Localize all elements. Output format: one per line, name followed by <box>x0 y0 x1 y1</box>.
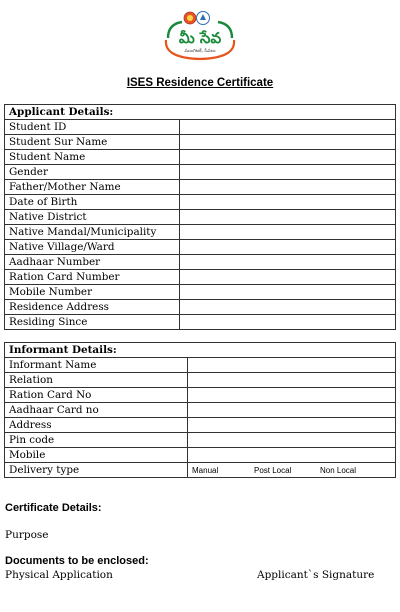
purpose-label: Purpose <box>5 529 49 541</box>
mee-seva-logo-graphic <box>160 10 240 62</box>
field-value[interactable] <box>180 225 396 240</box>
field-value[interactable] <box>180 165 396 180</box>
form-row <box>5 165 396 180</box>
field-label: Aadhaar Number <box>5 255 180 270</box>
field-label: Student Sur Name <box>5 135 180 150</box>
certificate-details-heading: Certificate Details: <box>5 502 102 514</box>
logo-text: మీ సేవ <box>178 29 222 47</box>
field-value[interactable] <box>180 285 396 300</box>
delivery-option-post-local[interactable]: Post Local <box>254 465 292 475</box>
documents-heading: Documents to be enclosed: <box>5 555 149 567</box>
field-value[interactable] <box>180 240 396 255</box>
form-row <box>5 210 396 225</box>
field-value[interactable] <box>188 433 396 448</box>
form-row <box>5 285 396 300</box>
field-value[interactable] <box>180 255 396 270</box>
form-row <box>5 358 396 373</box>
form-row <box>5 403 396 418</box>
field-value[interactable] <box>180 300 396 315</box>
field-label: Ration Card Number <box>5 270 180 285</box>
form-row <box>5 300 396 315</box>
field-value[interactable] <box>188 448 396 463</box>
form-row <box>5 373 396 388</box>
field-label: Pin code <box>5 433 188 448</box>
field-label: Residing Since <box>5 315 180 330</box>
delivery-type-label: Delivery type <box>5 463 188 478</box>
documents-item: Physical Application <box>5 569 113 581</box>
field-label: Mobile Number <box>5 285 180 300</box>
field-label: Student Name <box>5 150 180 165</box>
field-value[interactable] <box>188 388 396 403</box>
field-value[interactable] <box>180 180 396 195</box>
field-label: Student ID <box>5 120 180 135</box>
applicant-signature-label: Applicant`s Signature <box>257 569 375 581</box>
form-row <box>5 180 396 195</box>
field-label: Father/Mother Name <box>5 180 180 195</box>
form-row <box>5 270 396 285</box>
page-title: ISES Residence Certificate <box>126 77 274 89</box>
field-label: Informant Name <box>5 358 188 373</box>
field-value[interactable] <box>188 418 396 433</box>
form-row <box>5 255 396 270</box>
field-label: Date of Birth <box>5 195 180 210</box>
form-row <box>5 195 396 210</box>
field-value[interactable] <box>180 135 396 150</box>
form-row <box>5 240 396 255</box>
field-value[interactable] <box>180 150 396 165</box>
informant-heading: Informant Details: <box>5 343 396 358</box>
field-value[interactable] <box>188 358 396 373</box>
field-value[interactable] <box>180 315 396 330</box>
field-label: Gender <box>5 165 180 180</box>
applicant-details-table <box>4 104 396 330</box>
field-label: Aadhaar Card no <box>5 403 188 418</box>
delivery-option-manual[interactable]: Manual <box>192 465 219 475</box>
form-row <box>5 448 396 463</box>
delivery-type-row <box>5 463 396 478</box>
form-row <box>5 225 396 240</box>
field-label: Residence Address <box>5 300 180 315</box>
form-row <box>5 418 396 433</box>
field-label: Ration Card No <box>5 388 188 403</box>
delivery-options <box>188 463 396 478</box>
field-value[interactable] <box>180 270 396 285</box>
field-value[interactable] <box>180 210 396 225</box>
applicant-heading: Applicant Details: <box>5 105 396 120</box>
mee-seva-logo <box>160 10 240 62</box>
field-label: Native District <box>5 210 180 225</box>
field-label: Native Mandal/Municipality <box>5 225 180 240</box>
form-row <box>5 120 396 135</box>
form-row <box>5 433 396 448</box>
form-row <box>5 315 396 330</box>
form-row <box>5 388 396 403</box>
field-label: Mobile <box>5 448 188 463</box>
field-value[interactable] <box>188 373 396 388</box>
field-label: Native Village/Ward <box>5 240 180 255</box>
field-label: Relation <box>5 373 188 388</box>
field-label: Address <box>5 418 188 433</box>
field-value[interactable] <box>188 403 396 418</box>
field-value[interactable] <box>180 120 396 135</box>
logo-tagline: ముంగిటకే, సేవలు <box>184 49 216 54</box>
form-row <box>5 150 396 165</box>
field-value[interactable] <box>180 195 396 210</box>
delivery-option-non-local[interactable]: Non Local <box>320 465 357 475</box>
informant-details-table <box>4 342 396 478</box>
form-row <box>5 135 396 150</box>
